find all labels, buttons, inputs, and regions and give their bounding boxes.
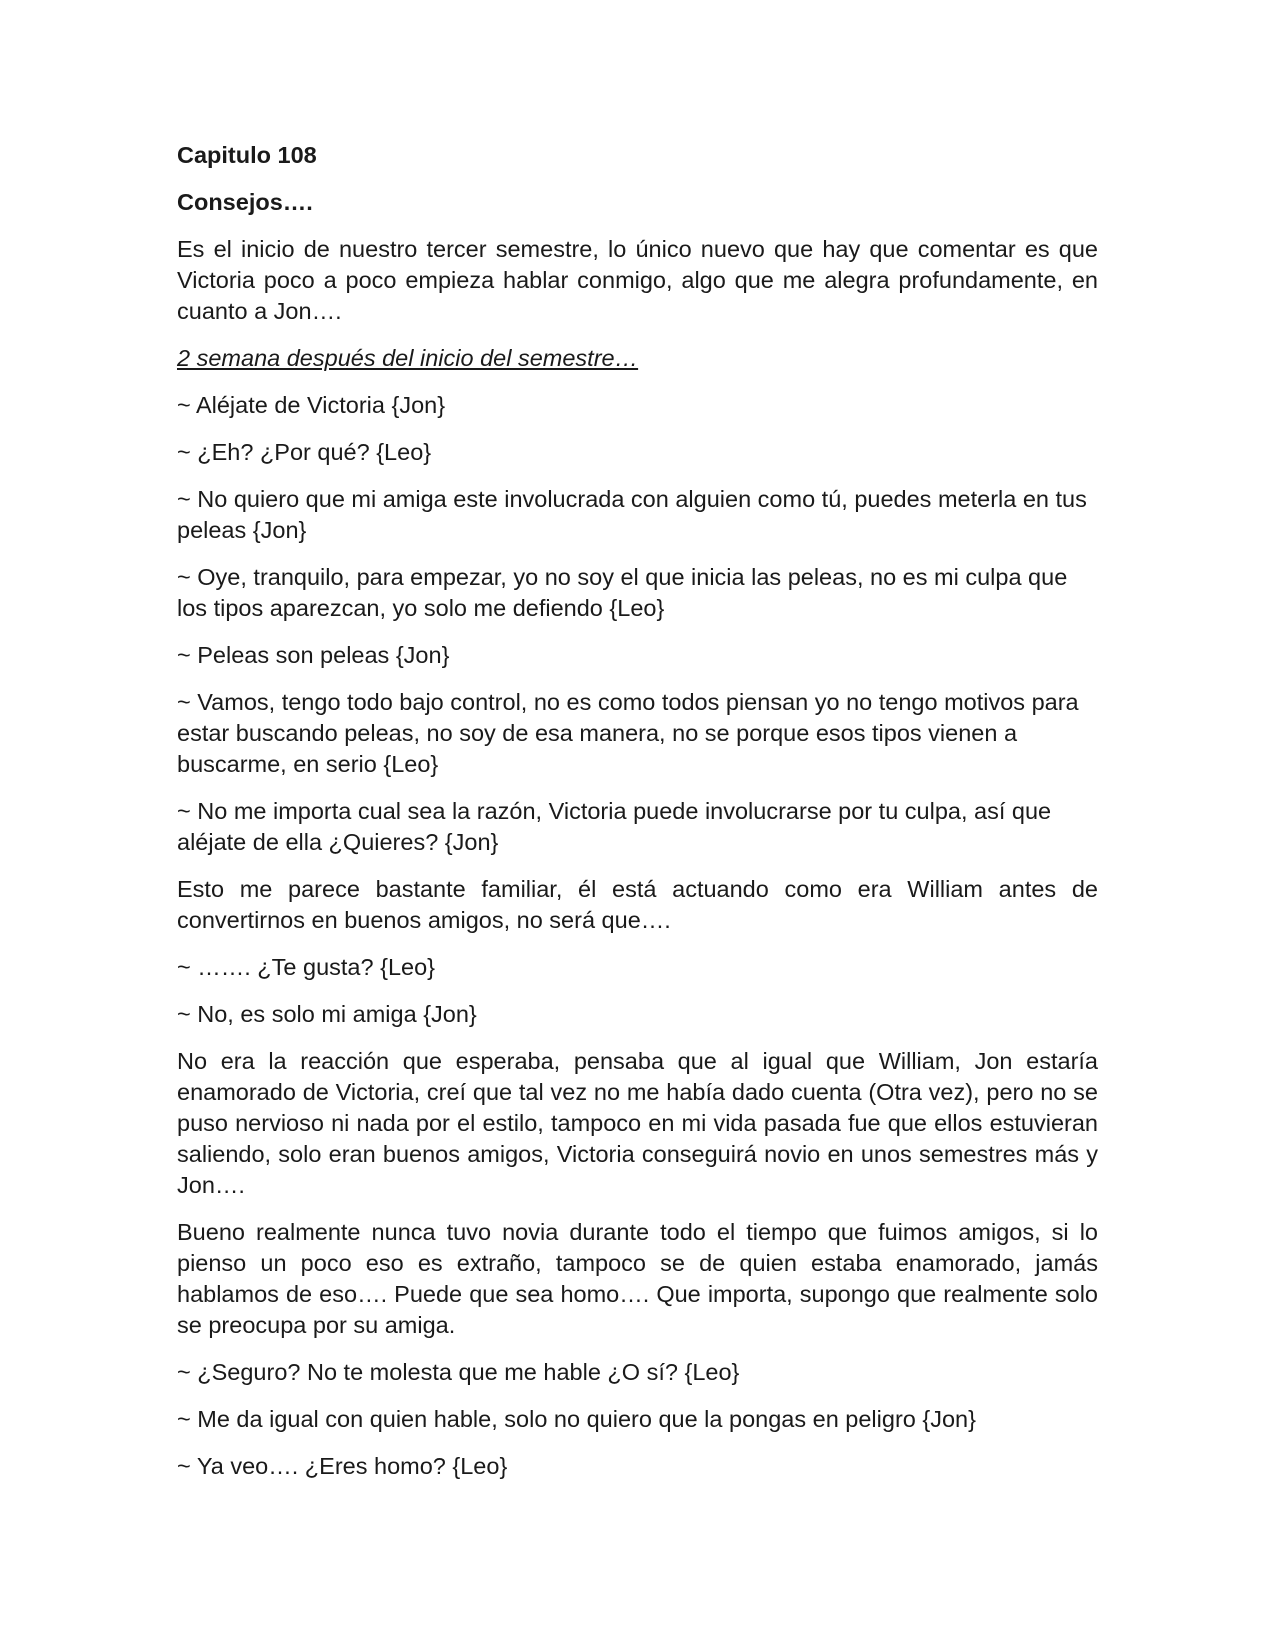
narration-paragraph: Esto me parece bastante familiar, él está actuando como era William antes de convertirnos en buenos amigos, no será que….	[177, 876, 1098, 933]
scene-break-heading: 2 semana después del inicio del semestre…	[177, 345, 639, 371]
dialogue-line: ~ ¿Eh? ¿Por qué? {Leo}	[177, 439, 432, 465]
dialogue-line: ~ No, es solo mi amiga {Jon}	[177, 1001, 477, 1027]
dialogue-line: ~ No me importa cual sea la razón, Victoria puede involucrarse por tu culpa, así que aléjate de ella ¿Quieres? {Jon}	[177, 798, 1052, 855]
dialogue-line: ~ Vamos, tengo todo bajo control, no es como todos piensan yo no tengo motivos para estar buscando peleas, no soy de esa manera, no se porque esos tipos vienen a buscarme, en serio {Leo}	[177, 689, 1079, 777]
chapter-subtitle: Consejos….	[177, 189, 313, 215]
narration-paragraph: Es el inicio de nuestro tercer semestre, lo único nuevo que hay que comentar es que Victoria poco a poco empieza hablar conmigo, algo que me alegra profundamente, en cuanto a Jon….	[177, 236, 1098, 324]
dialogue-line: ~ No quiero que mi amiga este involucrada con alguien como tú, puedes meterla en tus peleas {Jon}	[177, 486, 1087, 543]
dialogue-line: ~ Ya veo…. ¿Eres homo? {Leo}	[177, 1453, 508, 1479]
dialogue-line: ~ ……. ¿Te gusta? {Leo}	[177, 954, 436, 980]
dialogue-line: ~ Peleas son peleas {Jon}	[177, 642, 450, 668]
document-page	[177, 140, 1098, 1498]
narration-paragraph: No era la reacción que esperaba, pensaba que al igual que William, Jon estaría enamorado de Victoria, creí que tal vez no me había dado cuenta (Otra vez), pero no se puso nervioso ni nada por el estilo, tampoco en mi vida pasada fue que ellos estuvieran saliendo, solo eran buenos amigos, Victoria conseguirá novio en unos semestres más y Jon….	[177, 1048, 1098, 1198]
dialogue-line: ~ Aléjate de Victoria {Jon}	[177, 392, 446, 418]
dialogue-line: ~ ¿Seguro? No te molesta que me hable ¿O sí? {Leo}	[177, 1359, 740, 1385]
chapter-title: Capitulo 108	[177, 142, 317, 168]
dialogue-line: ~ Me da igual con quien hable, solo no quiero que la pongas en peligro {Jon}	[177, 1406, 976, 1432]
dialogue-line: ~ Oye, tranquilo, para empezar, yo no soy el que inicia las peleas, no es mi culpa que los tipos aparezcan, yo solo me defiendo {Leo}	[177, 564, 1068, 621]
narration-paragraph: Bueno realmente nunca tuvo novia durante todo el tiempo que fuimos amigos, si lo pienso un poco eso es extraño, tampoco se de quien estaba enamorado, jamás hablamos de eso…. Puede que sea homo…. Que importa, supongo que realmente solo se preocupa por su amiga.	[177, 1219, 1098, 1338]
